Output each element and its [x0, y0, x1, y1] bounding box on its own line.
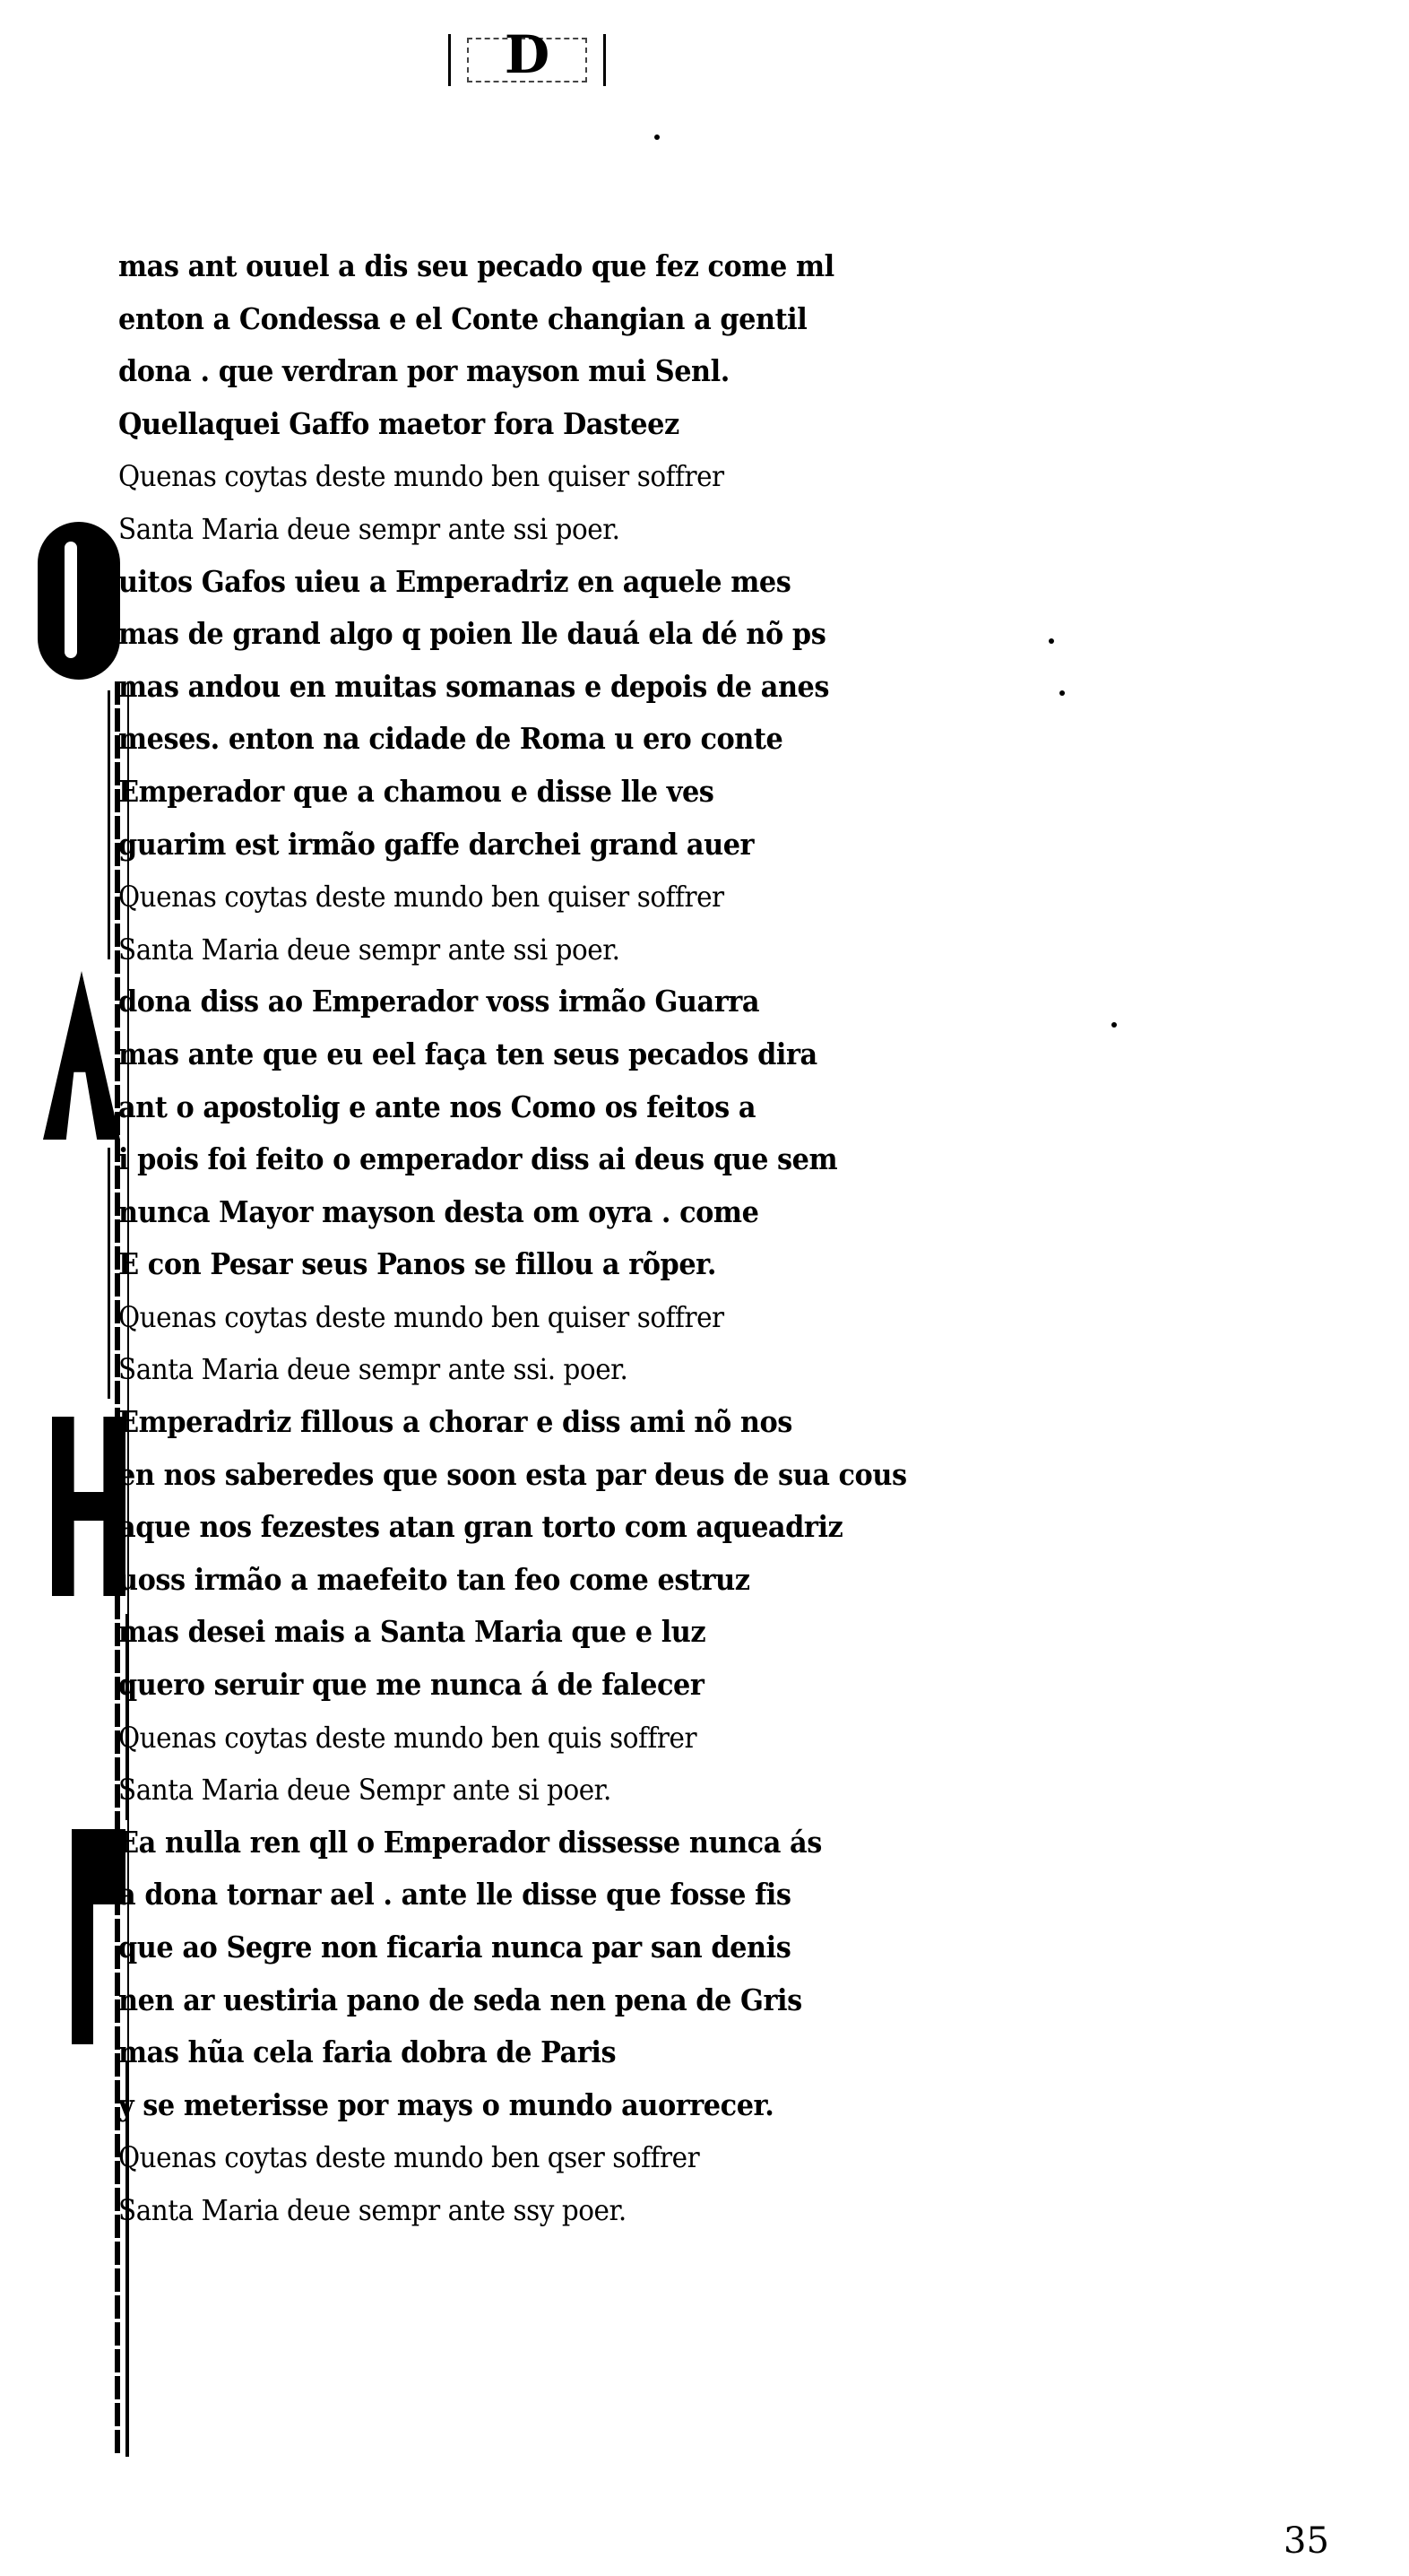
initial-m-glyph: [38, 522, 120, 680]
refrain-line: Quenas coytas deste mundo ben quiser soffrer: [118, 880, 724, 915]
manuscript-line: a dona tornar ael . ante lle disse que fosse fis: [118, 1877, 791, 1912]
manuscript-line: Emperadriz fillous a chorar e diss ami nõ nos: [118, 1404, 792, 1440]
manuscript-line: Ea nulla ren qll o Emperador dissesse nunca ás: [118, 1824, 822, 1860]
refrain-line: Santa Maria deue sempr ante ssi poer.: [118, 511, 620, 546]
manuscript-line: i pois foi feito o emperador diss ai deus que sem: [118, 1141, 838, 1177]
initial-a-glyph: [43, 971, 120, 1140]
manuscript-line: que ao Segre non ficaria nunca par san denis: [118, 1930, 791, 1965]
manuscript-line: quero seruir que me nunca á de falecer: [118, 1667, 704, 1703]
header-letter: D: [504, 24, 550, 85]
manuscript-line: mas andou en muitas somanas e depois de anes: [118, 668, 830, 704]
refrain-line: Santa Maria deue sempr ante ssi. poer.: [118, 1352, 628, 1387]
refrain-line: Santa Maria deue sempr ante ssi poer.: [118, 932, 620, 967]
manuscript-line: ant o apostolig e ante nos Como os feitos a: [118, 1089, 756, 1124]
manuscript-line: meses. enton na cidade de Roma u ero conte: [118, 721, 783, 757]
manuscript-line: en nos saberedes que soon esta par deus de sua cous: [118, 1456, 907, 1492]
manuscript-line: mas desei mais a Santa Maria que e luz: [118, 1614, 706, 1650]
ink-speck: [1059, 690, 1065, 696]
refrain-line: Quenas coytas deste mundo ben quis soffrer: [118, 1720, 697, 1755]
manuscript-line: nunca Mayor mayson desta om oyra . come: [118, 1193, 759, 1229]
refrain-line: Santa Maria deue sempr ante ssy poer.: [118, 2192, 627, 2227]
initial-flourish: [108, 1148, 110, 1399]
manuscript-line: enton a Condessa e el Conte changian a gentil: [118, 300, 808, 336]
manuscript-line: uitos Gafos uieu a Emperadriz en aquele mes: [118, 563, 791, 599]
manuscript-line: guarim est irmão gaffe darchei grand auer: [118, 826, 755, 862]
ink-speck: [1111, 1022, 1117, 1028]
manuscript-line: mas hũa cela faria dobra de Paris: [118, 2034, 617, 2070]
header-letter-box: [448, 24, 606, 86]
manuscript-line: aque nos fezestes atan gran torto com aqueadriz: [118, 1509, 843, 1545]
manuscript-line: mas ant ouuel a dis seu pecado que fez come ml: [118, 248, 834, 283]
manuscript-line: mas de grand algo q poien lle dauá ela dé nõ ps: [118, 616, 826, 652]
manuscript-line: dona diss ao Emperador voss irmão Guarra: [118, 984, 760, 1019]
manuscript-text-block: [118, 240, 979, 2237]
refrain-line: Quenas coytas deste mundo ben qser soffrer: [118, 2140, 700, 2175]
refrain-line: Quenas coytas deste mundo ben quiser soffrer: [118, 1299, 724, 1334]
manuscript-line: E con Pesar seus Panos se fillou a rõper.: [118, 1246, 717, 1282]
page-number: 35: [1284, 2520, 1329, 2562]
initial-p-glyph: [72, 1829, 125, 2044]
manuscript-line: mas ante que eu eel faça ten seus pecados dira: [118, 1036, 817, 1071]
ink-speck: [1049, 638, 1054, 644]
ink-speck: [654, 134, 660, 140]
manuscript-line: Quellaquei Gaffo maetor fora Dasteez: [118, 405, 679, 441]
decorated-initial-m: [34, 511, 124, 690]
manuscript-line: y se meterisse por mays o mundo auorrecer.: [118, 2086, 774, 2122]
initial-flourish: [108, 690, 110, 959]
manuscript-line: nen ar uestiria pano de seda nen pena de Gris: [118, 1982, 802, 2017]
initial-a-second-glyph: [52, 1417, 125, 1596]
manuscript-line: Emperador que a chamou e disse lle ves: [118, 773, 714, 809]
manuscript-line: uoss irmão a maefeito tan feo come estruz: [118, 1561, 750, 1597]
manuscript-line: dona . que verdran por mayson mui Senl.: [118, 353, 730, 389]
refrain-line: Quenas coytas deste mundo ben quiser soffrer: [118, 459, 724, 494]
refrain-line: Santa Maria deue Sempr ante si poer.: [118, 1773, 611, 1808]
